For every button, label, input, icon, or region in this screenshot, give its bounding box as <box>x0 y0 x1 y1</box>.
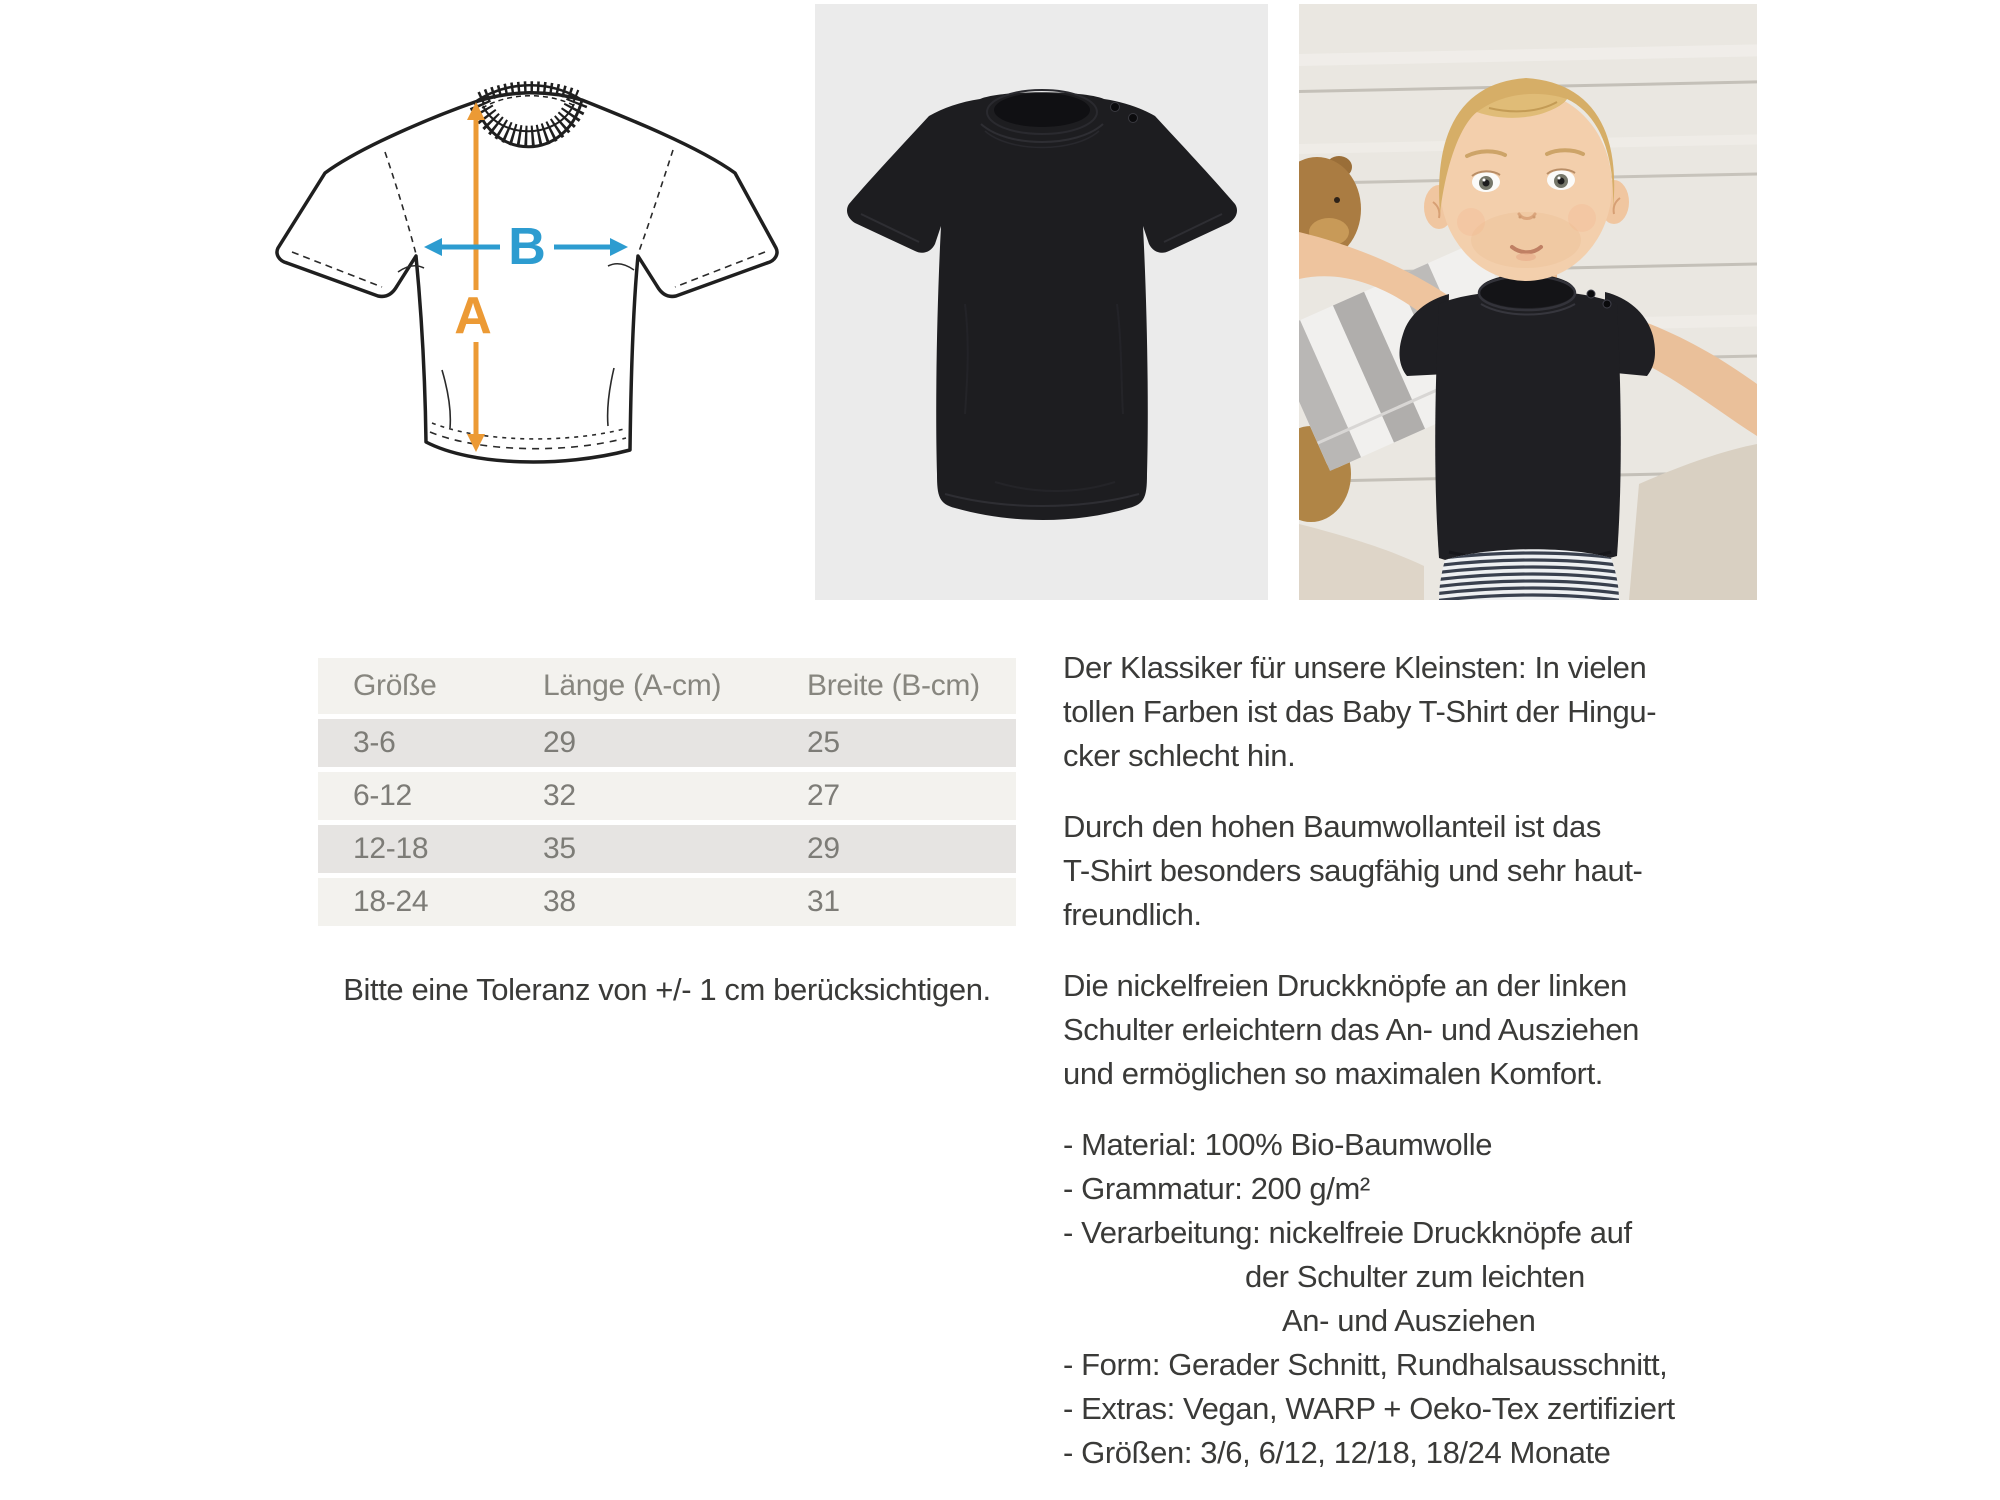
table-row <box>318 772 1016 820</box>
shoulder-snap <box>1587 290 1595 298</box>
size-cell: 3-6 <box>353 726 396 759</box>
table-row <box>318 878 1016 926</box>
shoulder-snap <box>1129 114 1138 123</box>
description-line: Die nickelfreien Druckknöpfe an der linken <box>1063 968 1627 1003</box>
description-paragraph <box>1063 964 1723 1096</box>
product-photo <box>815 4 1268 600</box>
attribute-line: - Form: Gerader Schnitt, Rundhalsausschnitt, <box>1063 1347 1668 1382</box>
model-photo <box>1299 4 1757 600</box>
column-header: Größe <box>353 669 437 702</box>
shoulder-snap <box>1111 103 1120 112</box>
baby-black-tshirt <box>1400 274 1655 570</box>
table-row <box>318 825 1016 873</box>
length-cell: 29 <box>543 726 576 759</box>
attribute-line: der Schulter zum leichten <box>1245 1259 1585 1294</box>
size-cell: 12-18 <box>353 832 429 865</box>
tolerance-note: Bitte eine Toleranz von +/- 1 cm berücksichtigen. <box>343 972 991 1007</box>
column-header: Länge (A-cm) <box>543 669 722 702</box>
description-line: Schulter erleichtern das An- und Ausziehen <box>1063 1012 1640 1047</box>
description-line: T-Shirt besonders saugfähig und sehr haut- <box>1063 853 1643 888</box>
description-line: Der Klassiker für unsere Kleinsten: In vielen <box>1063 650 1647 685</box>
width-cell: 27 <box>807 779 840 812</box>
description-line: und ermöglichen so maximalen Komfort. <box>1063 1056 1604 1091</box>
table-row <box>318 719 1016 767</box>
width-label: B <box>508 218 546 276</box>
width-cell: 31 <box>807 885 840 918</box>
size-cell: 6-12 <box>353 779 412 812</box>
description-line: cker schlecht hin. <box>1063 738 1296 773</box>
width-cell: 25 <box>807 726 840 759</box>
attribute-line: An- und Ausziehen <box>1282 1303 1536 1338</box>
attribute-line: - Extras: Vegan, WARP + Oeko-Tex zertifiziert <box>1063 1391 1675 1426</box>
size-table <box>318 658 1016 926</box>
column-header: Breite (B-cm) <box>807 669 980 702</box>
width-cell: 29 <box>807 832 840 865</box>
product-attributes-list <box>1063 1123 1723 1475</box>
size-diagram-image <box>230 40 800 490</box>
length-cell: 38 <box>543 885 576 918</box>
attribute-line: - Größen: 3/6, 6/12, 12/18, 18/24 Monate <box>1063 1435 1611 1470</box>
attribute-line: - Grammatur: 200 g/m² <box>1063 1171 1370 1206</box>
description-line: Durch den hohen Baumwollanteil ist das <box>1063 809 1601 844</box>
length-cell: 32 <box>543 779 576 812</box>
shoulder-snap <box>1603 300 1611 308</box>
description-paragraph <box>1063 646 1723 778</box>
length-cell: 35 <box>543 832 576 865</box>
attribute-line: - Material: 100% Bio-Baumwolle <box>1063 1127 1493 1162</box>
size-cell: 18-24 <box>353 885 429 918</box>
description-line: tollen Farben ist das Baby T-Shirt der Hingu- <box>1063 694 1657 729</box>
product-description <box>1063 646 1723 1500</box>
description-paragraph <box>1063 805 1723 937</box>
size-table-header-row <box>318 658 1016 714</box>
description-line: freundlich. <box>1063 897 1202 932</box>
length-label: A <box>454 287 492 345</box>
attribute-line: - Verarbeitung: nickelfreie Druckknöpfe auf <box>1063 1215 1632 1250</box>
